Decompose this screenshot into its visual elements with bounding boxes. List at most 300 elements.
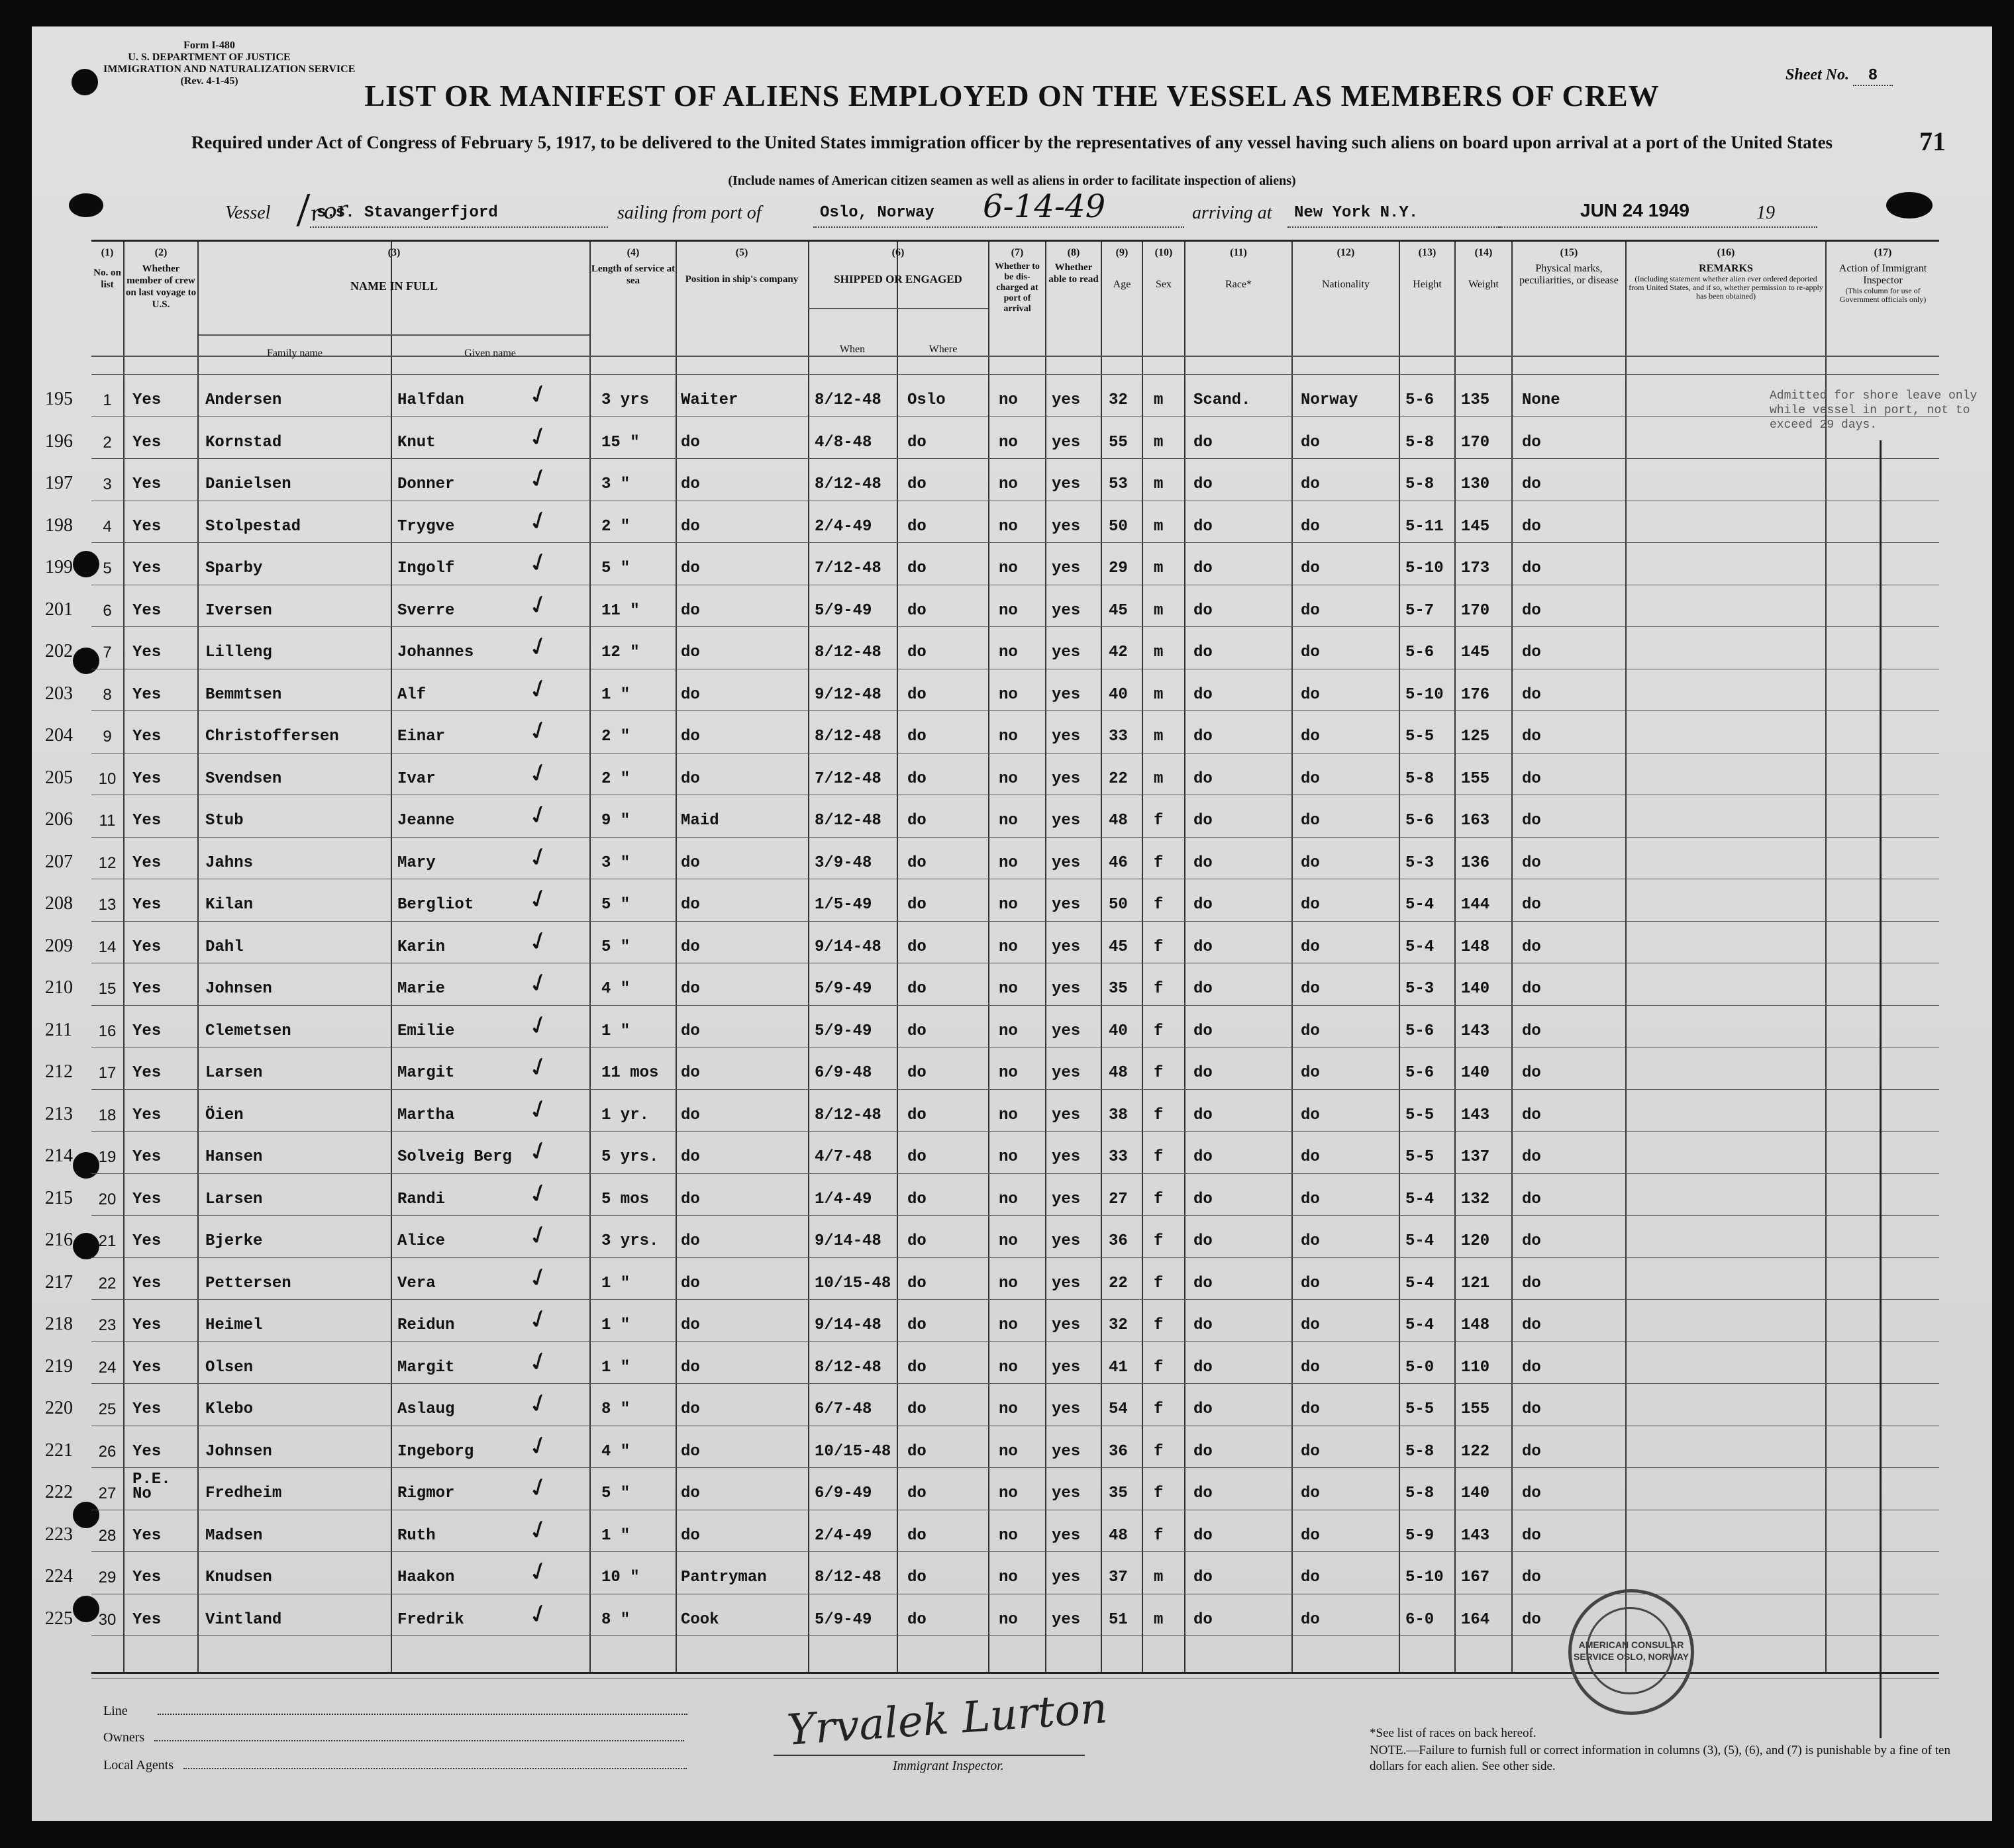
row-rule xyxy=(91,458,1939,459)
where-header: Where xyxy=(929,344,958,355)
col6-label: SHIPPED OR ENGAGED xyxy=(834,273,962,285)
length-of-service: 3 " xyxy=(601,475,630,493)
height: 5-3 xyxy=(1405,980,1435,998)
sex: m xyxy=(1154,391,1164,409)
col16-sublabel: (Including statement whether alien ever ordered deported from United States, and if so, whether permission to re-apply has been obtained) xyxy=(1629,274,1823,301)
col12-label: Nationality xyxy=(1322,279,1370,290)
include-note: (Include names of American citizen seamen as well as aliens in order to facilitate inspection of aliens) xyxy=(728,173,1296,188)
nationality: do xyxy=(1301,1148,1320,1166)
sex: f xyxy=(1154,980,1164,998)
race: do xyxy=(1193,938,1213,956)
column-divider xyxy=(1625,242,1627,1672)
height: 5-4 xyxy=(1405,1190,1435,1208)
able-to-read: yes xyxy=(1052,1148,1081,1166)
height: 5-6 xyxy=(1405,812,1435,830)
col17-label: Action of Immigrant Inspector xyxy=(1838,263,1927,286)
age: 42 xyxy=(1109,644,1128,661)
length-of-service: 12 " xyxy=(601,644,640,661)
sex: f xyxy=(1154,1316,1164,1334)
col9-number: (9) xyxy=(1115,247,1129,258)
shipped-when: 4/7-48 xyxy=(815,1148,872,1166)
position: do xyxy=(681,1106,700,1124)
check-mark-icon: ✓ xyxy=(525,1512,553,1550)
height: 5-5 xyxy=(1405,728,1435,746)
weight: 121 xyxy=(1461,1274,1490,1292)
physical-marks: do xyxy=(1522,896,1541,914)
shipped-when: 5/9-49 xyxy=(815,1022,872,1040)
position: Cook xyxy=(681,1610,719,1629)
physical-marks: do xyxy=(1522,1526,1541,1545)
shipped-when: 9/14-48 xyxy=(815,1232,881,1250)
weight: 135 xyxy=(1461,391,1490,409)
last-voyage: Yes xyxy=(132,1610,162,1629)
shipped-where: do xyxy=(907,1610,927,1629)
height: 5-4 xyxy=(1405,1316,1435,1334)
margin-number: 201 xyxy=(45,599,73,620)
signature-line xyxy=(774,1755,1085,1756)
age: 50 xyxy=(1109,896,1128,914)
weight: 110 xyxy=(1461,1358,1490,1377)
margin-number: 197 xyxy=(45,473,73,493)
family-name: Madsen xyxy=(205,1526,263,1545)
family-name: Pettersen xyxy=(205,1274,291,1292)
given-name: Marie xyxy=(397,980,446,998)
check-mark-icon: ✓ xyxy=(525,1596,553,1634)
shipped-where: do xyxy=(907,938,927,956)
discharged: no xyxy=(999,559,1018,577)
weight: 145 xyxy=(1461,517,1490,536)
last-voyage: Yes xyxy=(132,1400,162,1418)
consular-stamp xyxy=(1568,1589,1694,1715)
position: do xyxy=(681,1274,700,1292)
able-to-read: yes xyxy=(1052,475,1081,493)
last-voyage: Yes xyxy=(132,601,162,620)
margin-number: 211 xyxy=(45,1019,72,1040)
position: do xyxy=(681,980,700,998)
race: do xyxy=(1193,601,1213,620)
length-of-service: 9 " xyxy=(601,812,630,830)
last-voyage: Yes xyxy=(132,812,162,830)
last-voyage: Yes xyxy=(132,1569,162,1586)
shipped-where: do xyxy=(907,475,927,493)
position: do xyxy=(681,1316,700,1334)
age: 41 xyxy=(1109,1358,1128,1377)
last-voyage: Yes xyxy=(132,685,162,704)
weight: 143 xyxy=(1461,1106,1490,1124)
given-name: Martha xyxy=(397,1106,455,1124)
shipped-where: do xyxy=(907,601,927,620)
discharged: no xyxy=(999,1232,1018,1250)
col5-number: (5) xyxy=(735,247,748,258)
margin-number: 207 xyxy=(45,851,73,872)
column-divider xyxy=(808,242,809,1672)
column-divider xyxy=(1399,242,1400,1672)
shipped-when: 8/12-48 xyxy=(815,1106,881,1124)
weight: 137 xyxy=(1461,1148,1490,1166)
last-voyage: Yes xyxy=(132,896,162,914)
inspector-label: Immigrant Inspector. xyxy=(893,1759,1004,1773)
last-voyage: Yes xyxy=(132,391,162,409)
age: 36 xyxy=(1109,1232,1128,1250)
family-name: Vintland xyxy=(205,1610,282,1629)
row-number: 10 xyxy=(98,769,117,788)
row-rule xyxy=(91,1383,1939,1384)
last-voyage: Yes xyxy=(132,1316,162,1334)
length-of-service: 5 " xyxy=(601,1484,630,1502)
family-name: Clemetsen xyxy=(205,1022,291,1040)
physical-marks: do xyxy=(1522,1148,1541,1166)
age: 50 xyxy=(1109,517,1128,536)
shipped-where: do xyxy=(907,1316,927,1334)
margin-number: 223 xyxy=(45,1524,73,1545)
physical-marks: do xyxy=(1522,559,1541,577)
stamp-text: AMERICAN CONSULAR SERVICE OSLO, NORWAY xyxy=(1573,1639,1689,1662)
length-of-service: 3 yrs. xyxy=(601,1232,659,1250)
nationality: do xyxy=(1301,601,1320,620)
row-number: 14 xyxy=(98,938,117,956)
nationality: do xyxy=(1301,853,1320,872)
able-to-read: yes xyxy=(1052,644,1081,661)
family-name: Kornstad xyxy=(205,433,282,452)
shipped-when: 2/4-49 xyxy=(815,1526,872,1545)
line-label: Line xyxy=(103,1704,128,1718)
row-rule xyxy=(91,1131,1939,1132)
col5-header xyxy=(677,247,807,285)
margin-number: 224 xyxy=(45,1566,73,1586)
sailing-label: sailing from port of xyxy=(617,203,762,223)
race: do xyxy=(1193,517,1213,536)
race: Scand. xyxy=(1193,391,1251,409)
position: do xyxy=(681,517,700,536)
handwritten-date: 6-14-49 xyxy=(983,188,1106,225)
physical-marks: do xyxy=(1522,1316,1541,1334)
nationality: do xyxy=(1301,938,1320,956)
last-voyage: Yes xyxy=(132,1358,162,1377)
column-divider xyxy=(1045,242,1046,1672)
given-name: Reidun xyxy=(397,1316,455,1334)
margin-number: 213 xyxy=(45,1103,73,1124)
sex: f xyxy=(1154,938,1164,956)
family-name: Danielsen xyxy=(205,475,291,493)
col7-label: Whether to be dis-charged at port of arrival xyxy=(995,262,1040,314)
agents-label: Local Agents xyxy=(103,1758,174,1773)
nationality: do xyxy=(1301,433,1320,452)
row-rule xyxy=(91,1089,1939,1090)
given-name: Fredrik xyxy=(397,1610,464,1629)
race: do xyxy=(1193,896,1213,914)
given-name: Donner xyxy=(397,475,455,493)
nationality: do xyxy=(1301,812,1320,830)
inspector-pen-line xyxy=(1880,440,1882,1738)
family-name: Bemmtsen xyxy=(205,685,282,704)
remark-line: exceed 29 days. xyxy=(1770,418,1878,432)
position: Waiter xyxy=(681,391,738,409)
race: do xyxy=(1193,475,1213,493)
able-to-read: yes xyxy=(1052,1316,1081,1334)
height: 5-10 xyxy=(1405,1569,1444,1586)
row-rule xyxy=(91,626,1939,627)
row-number: 23 xyxy=(98,1316,117,1334)
age: 27 xyxy=(1109,1190,1128,1208)
family-name: Johnsen xyxy=(205,1442,272,1461)
position: do xyxy=(681,1148,700,1166)
discharged: no xyxy=(999,1022,1018,1040)
able-to-read: yes xyxy=(1052,1400,1081,1418)
given-name: Solveig Berg xyxy=(397,1148,512,1166)
sex: m xyxy=(1154,644,1164,661)
physical-marks: do xyxy=(1522,980,1541,998)
length-of-service: 11 mos xyxy=(601,1064,659,1082)
col12-header xyxy=(1293,247,1399,291)
form-department: U. S. DEPARTMENT OF JUSTICE xyxy=(128,52,291,63)
col4-header xyxy=(591,247,676,287)
check-mark-icon: ✓ xyxy=(525,1218,553,1255)
given-name: Ivar xyxy=(397,769,436,788)
discharged: no xyxy=(999,1526,1018,1545)
age: 29 xyxy=(1109,559,1128,577)
able-to-read: yes xyxy=(1052,685,1081,704)
able-to-read: yes xyxy=(1052,1358,1081,1377)
nationality: do xyxy=(1301,1526,1320,1545)
position: do xyxy=(681,601,700,620)
able-to-read: yes xyxy=(1052,1610,1081,1629)
requirement-text: Required under Act of Congress of February 5, 1917, to be delivered to the United States immigration officer by the representatives of any vessel having such aliens on board upon arrival at a port of the United States xyxy=(191,132,1833,152)
check-mark-icon: ✓ xyxy=(525,1428,553,1466)
vessel-name: s.s. Stavangerfjord xyxy=(317,204,498,222)
nationality: do xyxy=(1301,896,1320,914)
shipped-where: do xyxy=(907,685,927,704)
weight: 170 xyxy=(1461,601,1490,620)
row-number: 6 xyxy=(103,601,112,620)
row-number: 17 xyxy=(98,1064,117,1082)
age: 22 xyxy=(1109,1274,1128,1292)
form-service: IMMIGRATION AND NATURALIZATION SERVICE xyxy=(103,64,356,75)
row-number: 19 xyxy=(98,1148,117,1166)
given-name: Jeanne xyxy=(397,812,455,830)
family-name: Hansen xyxy=(205,1148,263,1166)
family-name: Klebo xyxy=(205,1400,254,1418)
margin-number: 212 xyxy=(45,1061,73,1082)
length-of-service: 11 " xyxy=(601,601,640,620)
length-of-service: 8 " xyxy=(601,1400,630,1418)
family-name: Jahns xyxy=(205,853,254,872)
row-rule xyxy=(91,1215,1939,1216)
sex: f xyxy=(1154,896,1164,914)
length-of-service: 4 " xyxy=(601,980,630,998)
nationality: do xyxy=(1301,1442,1320,1461)
physical-marks: do xyxy=(1522,1106,1541,1124)
given-name: Aslaug xyxy=(397,1400,455,1418)
sex: m xyxy=(1154,517,1164,536)
weight: 140 xyxy=(1461,980,1490,998)
row-number: 18 xyxy=(98,1106,117,1124)
note-label: NOTE. xyxy=(1370,1743,1407,1757)
check-mark-icon: ✓ xyxy=(525,840,553,877)
col16-number: (16) xyxy=(1717,247,1735,258)
margin-number: 218 xyxy=(45,1314,73,1334)
position: do xyxy=(681,475,700,493)
family-name: Lilleng xyxy=(205,644,272,661)
column-divider xyxy=(391,242,392,1672)
sex: m xyxy=(1154,475,1164,493)
discharged: no xyxy=(999,1569,1018,1586)
shipped-where: do xyxy=(907,1569,927,1586)
nationality: Norway xyxy=(1301,391,1358,409)
col10-header xyxy=(1143,247,1184,291)
physical-marks: do xyxy=(1522,475,1541,493)
age: 22 xyxy=(1109,769,1128,788)
height: 5-0 xyxy=(1405,1358,1435,1377)
last-voyage: Yes xyxy=(132,1526,162,1545)
able-to-read: yes xyxy=(1052,1064,1081,1082)
nationality: do xyxy=(1301,517,1320,536)
given-name: Alice xyxy=(397,1232,446,1250)
col14-label: Weight xyxy=(1468,279,1499,290)
able-to-read: yes xyxy=(1052,559,1081,577)
row-number: 28 xyxy=(98,1526,117,1545)
discharged: no xyxy=(999,475,1018,493)
col9-label: Age xyxy=(1113,279,1131,290)
height: 5-6 xyxy=(1405,1064,1435,1082)
given-name: Mary xyxy=(397,853,436,872)
nationality: do xyxy=(1301,1316,1320,1334)
weight: 163 xyxy=(1461,812,1490,830)
column-divider xyxy=(197,242,199,1672)
line-field xyxy=(103,1702,687,1719)
last-voyage: Yes xyxy=(132,1274,162,1292)
nationality: do xyxy=(1301,1274,1320,1292)
position: do xyxy=(681,728,700,746)
position: do xyxy=(681,1190,700,1208)
shipped-where: do xyxy=(907,728,927,746)
shipped-when: 8/12-48 xyxy=(815,1358,881,1377)
discharged: no xyxy=(999,980,1018,998)
note-text: —Failure to furnish full or correct information in columns (3), (5), (6), and (7) is punishable by a fine of ten dollars for each alien. See other side. xyxy=(1370,1743,1950,1773)
family-name: Dahl xyxy=(205,938,244,956)
position: do xyxy=(681,1232,700,1250)
header-sub-divider xyxy=(808,308,988,309)
weight: 136 xyxy=(1461,853,1490,872)
nationality: do xyxy=(1301,1610,1320,1629)
weight: 144 xyxy=(1461,896,1490,914)
family-name: Knudsen xyxy=(205,1569,272,1586)
age: 48 xyxy=(1109,1064,1128,1082)
height: 5-4 xyxy=(1405,938,1435,956)
col15-header xyxy=(1513,247,1625,287)
col15-number: (15) xyxy=(1560,247,1578,258)
col1-number: (1) xyxy=(101,247,114,258)
remark-line: Admitted for shore leave only xyxy=(1770,389,1978,403)
race: do xyxy=(1193,644,1213,661)
sheet-number-label: Sheet No. xyxy=(1786,66,1849,83)
physical-marks: do xyxy=(1522,1274,1541,1292)
nationality: do xyxy=(1301,1190,1320,1208)
column-divider xyxy=(1454,242,1456,1672)
shipped-when: 9/14-48 xyxy=(815,938,881,956)
row-rule xyxy=(91,1467,1939,1468)
height: 5-6 xyxy=(1405,1022,1435,1040)
row-number: 1 xyxy=(103,391,112,409)
sex: f xyxy=(1154,1148,1164,1166)
length-of-service: 15 " xyxy=(601,433,640,452)
check-mark-icon: ✓ xyxy=(525,1049,553,1087)
age: 32 xyxy=(1109,391,1128,409)
last-voyage: Yes xyxy=(132,1022,162,1040)
given-name: Karin xyxy=(397,938,446,956)
col13-label: Height xyxy=(1413,279,1442,290)
race: do xyxy=(1193,559,1213,577)
agents-field xyxy=(103,1756,687,1773)
age: 46 xyxy=(1109,853,1128,872)
owners-label: Owners xyxy=(103,1730,145,1745)
position: do xyxy=(681,644,700,661)
sex: f xyxy=(1154,1400,1164,1418)
col13-number: (13) xyxy=(1418,247,1436,258)
length-of-service: 3 yrs xyxy=(601,391,650,409)
margin-number: 203 xyxy=(45,683,73,704)
col14-number: (14) xyxy=(1474,247,1493,258)
weight: 143 xyxy=(1461,1526,1490,1545)
physical-marks: do xyxy=(1522,728,1541,746)
col10-label: Sex xyxy=(1156,279,1172,290)
length-of-service: 5 " xyxy=(601,896,630,914)
discharged: no xyxy=(999,1484,1018,1502)
weight: 148 xyxy=(1461,938,1490,956)
sex: f xyxy=(1154,812,1164,830)
col7-number: (7) xyxy=(1011,247,1024,258)
row-number: 9 xyxy=(103,728,112,746)
weight: 155 xyxy=(1461,1400,1490,1418)
col1-header xyxy=(91,247,123,291)
able-to-read: yes xyxy=(1052,980,1081,998)
discharged: no xyxy=(999,1400,1018,1418)
column-divider xyxy=(123,242,125,1672)
row-number: 3 xyxy=(103,475,112,493)
punch-hole xyxy=(1886,192,1933,219)
given-name: Sverre xyxy=(397,601,455,620)
height: 5-7 xyxy=(1405,601,1435,620)
col13-header xyxy=(1400,247,1454,291)
weight: 143 xyxy=(1461,1022,1490,1040)
race: do xyxy=(1193,1148,1213,1166)
discharged: no xyxy=(999,1148,1018,1166)
race: do xyxy=(1193,1106,1213,1124)
nationality: do xyxy=(1301,685,1320,704)
col9-header xyxy=(1102,247,1142,291)
weight: 125 xyxy=(1461,728,1490,746)
physical-marks: do xyxy=(1522,1442,1541,1461)
length-of-service: 1 " xyxy=(601,1316,630,1334)
length-of-service: 5 " xyxy=(601,559,630,577)
race: do xyxy=(1193,1190,1213,1208)
col6-header xyxy=(808,247,988,285)
shipped-when: 5/9-49 xyxy=(815,601,872,620)
sex: f xyxy=(1154,1190,1164,1208)
given-name: Bergliot xyxy=(397,896,474,914)
discharged: no xyxy=(999,896,1018,914)
margin-number: 220 xyxy=(45,1398,73,1418)
age: 33 xyxy=(1109,1148,1128,1166)
remark-line: while vessel in port, not to xyxy=(1770,404,1970,417)
able-to-read: yes xyxy=(1052,769,1081,788)
nationality: do xyxy=(1301,980,1320,998)
shipped-where: do xyxy=(907,1190,927,1208)
col10-number: (10) xyxy=(1154,247,1173,258)
col12-number: (12) xyxy=(1336,247,1355,258)
discharged: no xyxy=(999,1610,1018,1629)
family-name: Stolpestad xyxy=(205,517,301,536)
discharged: no xyxy=(999,1358,1018,1377)
